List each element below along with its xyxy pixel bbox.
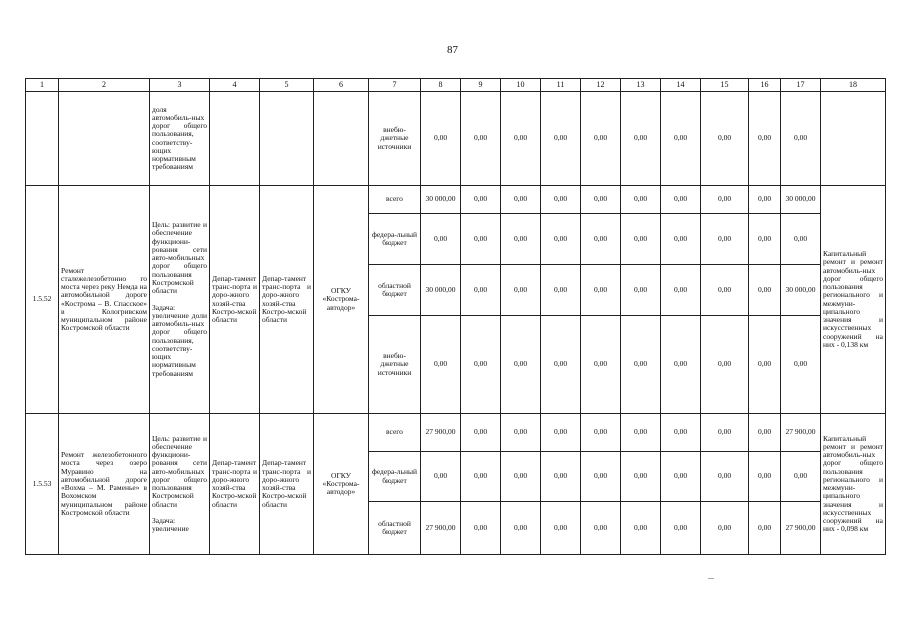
value-cell: 0,00 [701,186,749,214]
value-cell: 0,00 [541,452,581,502]
value-cell: 0,00 [781,316,821,414]
value-cell: 0,00 [661,265,701,316]
column-header: 14 [661,79,701,92]
value-cell: 0,00 [461,414,501,452]
value-cell: 0,00 [621,414,661,452]
value-cell: 0,00 [581,214,621,265]
value-cell: 0,00 [581,414,621,452]
value-cell: 0,00 [501,502,541,555]
table-row [26,92,886,186]
value-cell: 0,00 [749,414,781,452]
value-cell: 0,00 [541,316,581,414]
column-header: 16 [749,79,781,92]
value-cell: 0,00 [749,452,781,502]
value-cell: 0,00 [701,452,749,502]
column-header: 2 [59,79,150,92]
program-table [25,78,886,555]
value-cell: 0,00 [461,316,501,414]
goal-cell: Цель: развитие и обеспечение функциони-рования сети авто-мобильных дорог общего пользования Костромской области Задача: увеличение [150,414,210,555]
value-cell: 0,00 [781,92,821,186]
item-number: 1.5.52 [26,186,59,414]
value-cell: 0,00 [661,502,701,555]
value-cell: 0,00 [461,186,501,214]
participant-cell: ОГКУ «Кострома-автодор» [314,186,369,414]
value-cell: 27 900,00 [421,414,461,452]
value-cell: 30 000,00 [421,186,461,214]
column-header: 5 [260,79,314,92]
value-cell: 0,00 [461,92,501,186]
column-header: 7 [369,79,421,92]
value-cell: 0,00 [701,92,749,186]
value-cell: 0,00 [581,316,621,414]
value-cell: 0,00 [501,186,541,214]
value-cell: 0,00 [501,92,541,186]
value-cell: 0,00 [541,265,581,316]
column-header: 3 [150,79,210,92]
value-cell: 0,00 [421,316,461,414]
result-cell: Капитальный ремонт и ремонт автомобиль-ных дорог общего пользования регионального и межмуни-ципального значения и искусственных сооружений на них - 0,138 км [821,186,886,414]
column-header: 6 [314,79,369,92]
value-cell: 0,00 [501,316,541,414]
value-cell: 0,00 [421,452,461,502]
value-cell: 0,00 [541,414,581,452]
source-cell: внебю-джетные источники [369,92,421,186]
value-cell: 0,00 [749,92,781,186]
source-cell: федера-льный бюджет [369,214,421,265]
source-cell: всего [369,186,421,214]
value-cell: 0,00 [461,452,501,502]
value-cell: 0,00 [661,214,701,265]
executor-cell: Депар-тамент транс-порта и доро-жного хозяй-ства Костро-мской области [210,186,260,414]
goal-cell: доля автомобиль-ных дорог общего пользования, соответству-ющих нормативным требованиям [150,92,210,186]
value-cell: 0,00 [581,502,621,555]
header-row [26,79,886,92]
column-header: 4 [210,79,260,92]
value-cell: 0,00 [581,92,621,186]
executor-cell: Депар-тамент транс-порта и доро-жного хозяй-ства Костро-мской области [210,414,260,555]
value-cell: 0,00 [581,186,621,214]
table-row [26,414,886,452]
value-cell: 0,00 [661,414,701,452]
value-cell: 0,00 [541,186,581,214]
value-cell: 0,00 [661,186,701,214]
value-cell: 0,00 [749,265,781,316]
value-cell: 0,00 [541,502,581,555]
value-cell: 0,00 [501,452,541,502]
value-cell: 0,00 [749,316,781,414]
source-cell: областной бюджет [369,502,421,555]
value-cell: 0,00 [501,414,541,452]
source-cell: всего [369,414,421,452]
value-cell: 0,00 [621,502,661,555]
column-header: 12 [581,79,621,92]
coexecutor-cell: Депар-тамент транс-порта и доро-жного хозяй-ства Костро-мской области [260,186,314,414]
item-name: Ремонт сталежелезобетонно го моста через реку Немда на автомобильной дороге «Кострома – В. Спасское» в Кологривском муниципальном районе Костромской области [59,186,150,414]
participant-cell: ОГКУ «Кострома-автодор» [314,414,369,555]
value-cell: 0,00 [781,214,821,265]
column-header: 9 [461,79,501,92]
value-cell: 0,00 [621,92,661,186]
column-header: 1 [26,79,59,92]
value-cell: 0,00 [661,92,701,186]
value-cell: 0,00 [501,214,541,265]
value-cell: 0,00 [621,214,661,265]
page-number: 87 [447,44,458,56]
value-cell: 0,00 [581,265,621,316]
value-cell: 0,00 [749,214,781,265]
value-cell: 0,00 [701,316,749,414]
value-cell: 0,00 [581,452,621,502]
column-header: 8 [421,79,461,92]
item-name: Ремонт железобетонного моста через озеро Муравино на автомобильной дороге «Вохма – М. Раменье» в Вохомском муниципальном районе Костромской области [59,414,150,555]
value-cell: 0,00 [621,452,661,502]
column-header: 17 [781,79,821,92]
value-cell: 0,00 [421,92,461,186]
value-cell: 0,00 [749,502,781,555]
value-cell: 0,00 [541,92,581,186]
value-cell: 0,00 [621,265,661,316]
value-cell: 30 000,00 [781,265,821,316]
result-cell: Капитальный ремонт и ремонт автомобиль-ных дорог общего пользования регионального и межмуни-ципального значения и искусственных сооружений на них - 0,098 км [821,414,886,555]
column-header: 13 [621,79,661,92]
table-row [26,186,886,214]
value-cell: 0,00 [661,316,701,414]
column-header: 18 [821,79,886,92]
value-cell: 0,00 [701,214,749,265]
value-cell: 27 900,00 [781,502,821,555]
source-cell: федера-льный бюджет [369,452,421,502]
value-cell: 27 900,00 [781,414,821,452]
value-cell: 0,00 [701,502,749,555]
value-cell: 0,00 [781,452,821,502]
value-cell: 0,00 [541,214,581,265]
goal-cell: Цель: развитие и обеспечение функциони-рования сети авто-мобильных дорог общего пользования Костромской области Задача: увеличение доли автомобиль-ных дорог общего пользования, соответству-ющих нормативным требованиям [150,186,210,414]
scan-mark [708,578,714,579]
value-cell: 30 000,00 [421,265,461,316]
source-cell: областной бюджет [369,265,421,316]
value-cell: 0,00 [501,265,541,316]
value-cell: 0,00 [461,214,501,265]
value-cell: 0,00 [461,502,501,555]
value-cell: 0,00 [701,414,749,452]
value-cell: 0,00 [661,452,701,502]
source-cell: внебю-джетные источники [369,316,421,414]
column-header: 15 [701,79,749,92]
value-cell: 0,00 [621,186,661,214]
value-cell: 0,00 [421,214,461,265]
item-number: 1.5.53 [26,414,59,555]
value-cell: 27 900,00 [421,502,461,555]
value-cell: 0,00 [749,186,781,214]
column-header: 11 [541,79,581,92]
value-cell: 0,00 [701,265,749,316]
coexecutor-cell: Депар-тамент транс-порта и доро-жного хозяй-ства Костро-мской области [260,414,314,555]
value-cell: 30 000,00 [781,186,821,214]
column-header: 10 [501,79,541,92]
value-cell: 0,00 [461,265,501,316]
value-cell: 0,00 [621,316,661,414]
